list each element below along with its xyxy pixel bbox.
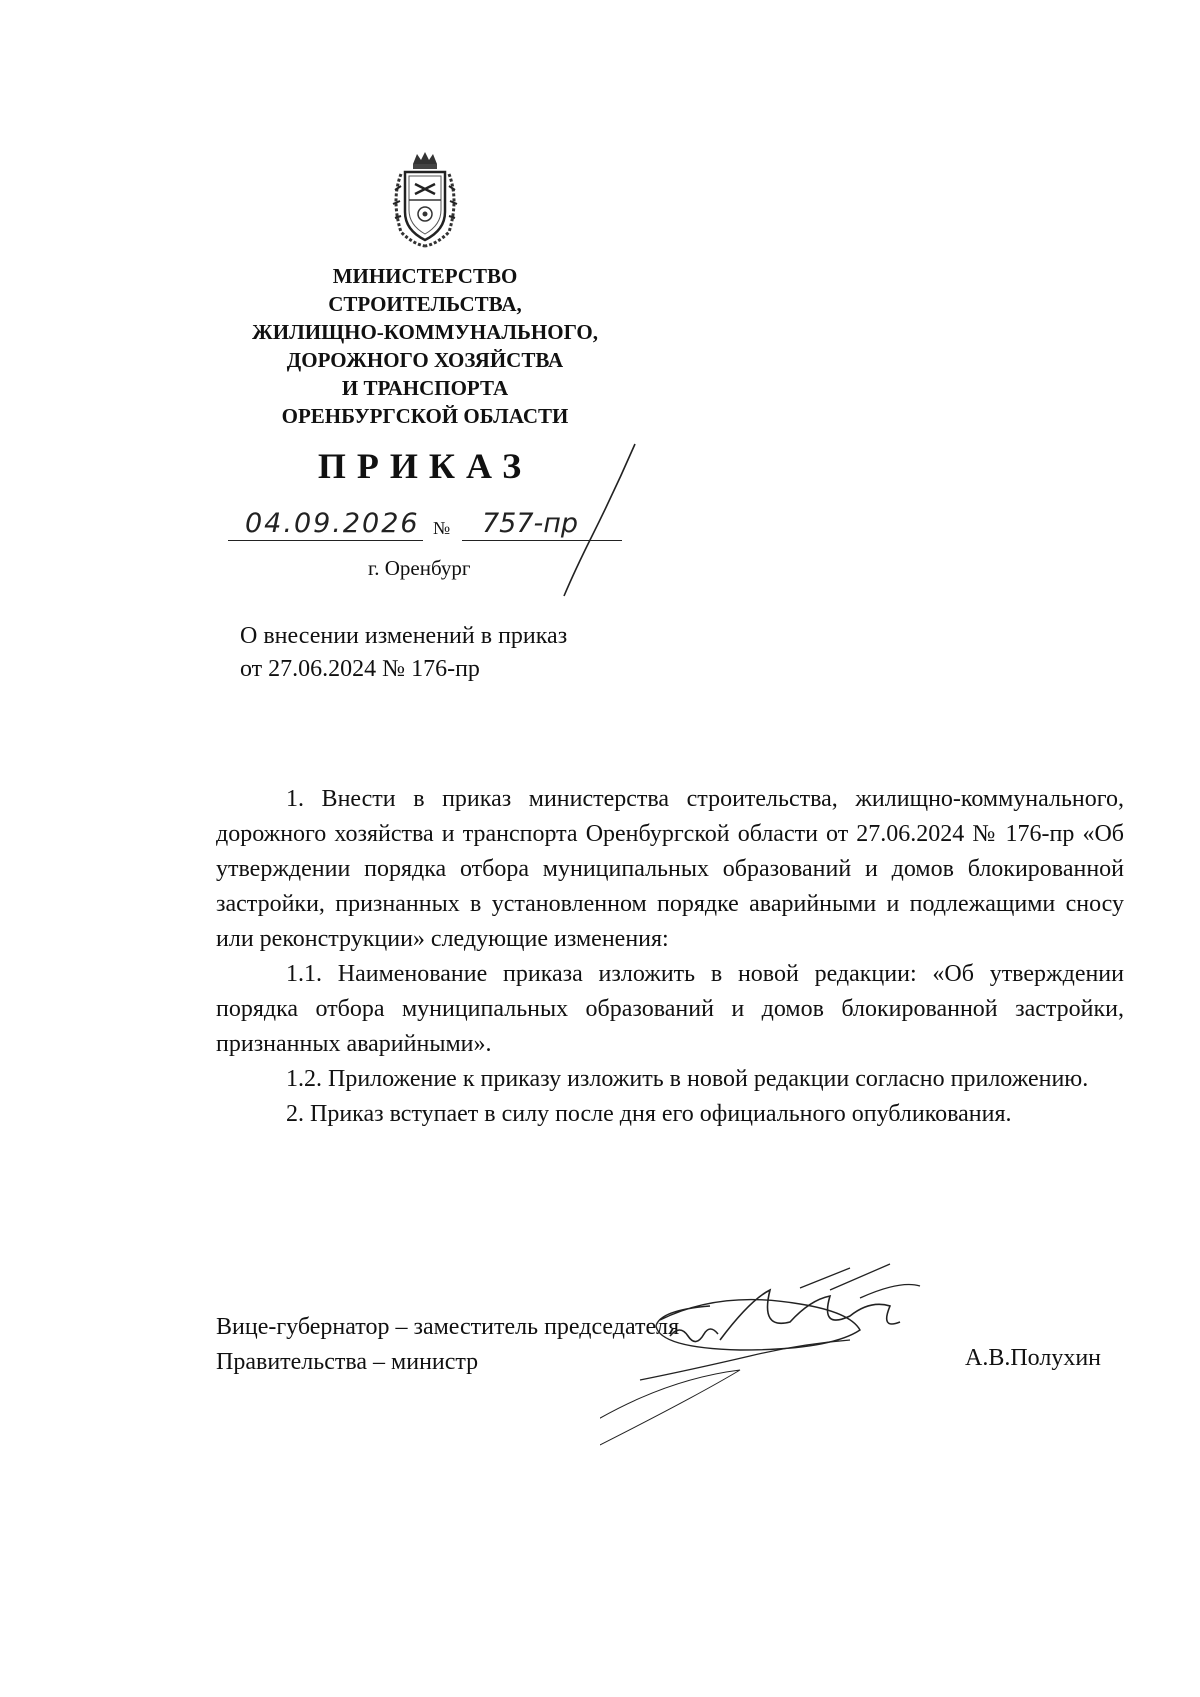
body-paragraph: 2. Приказ вступает в силу после дня его официального опубликования. <box>286 1101 1012 1127</box>
ministry-line: СТРОИТЕЛЬСТВА, <box>328 292 522 316</box>
handwritten-signature-icon <box>600 1260 960 1460</box>
number-underline <box>462 540 622 541</box>
order-body <box>216 782 1124 1132</box>
ministry-line: МИНИСТЕРСТВО <box>332 264 518 288</box>
subject-line: О внесении изменений в приказ <box>240 623 568 649</box>
subject-line: от 27.06.2024 № 176-пр <box>240 656 480 682</box>
ministry-line: ЖИЛИЩНО-КОММУНАЛЬНОГО, <box>251 320 599 344</box>
ministry-line: ОРЕНБУРГСКОЙ ОБЛАСТИ <box>281 404 569 428</box>
signatory-name: А.В.Полухин <box>965 1345 1102 1371</box>
ministry-line: ДОРОЖНОГО ХОЗЯЙСТВА <box>286 348 564 372</box>
coat-of-arms-icon <box>385 150 465 250</box>
position-line: Вице-губернатор – заместитель председателя <box>216 1314 680 1340</box>
number-sign: № <box>433 518 451 538</box>
position-line: Правительства – министр <box>216 1349 479 1375</box>
body-paragraph: 1.1. Наименование приказа изложить в новой редакции: «Об утверждении порядка отбора муниципальных образований и домов блокированной застройки, признанных аварийными». <box>216 961 1124 1057</box>
body-paragraph: 1. Внести в приказ министерства строительства, жилищно-коммунального, дорожного хозяйства и транспорта Оренбургской области от 27.06.2024 № 176-пр «Об утверждении порядка отбора муниципальных образований и домов блокированной застройки, признанных в установленном порядке аварийными и подлежащими сносу или реконструкции» следующие изменения: <box>216 786 1124 952</box>
order-subject <box>240 620 567 686</box>
order-number: 757-пр <box>482 508 579 539</box>
date-underline <box>228 540 423 541</box>
ministry-name <box>200 262 650 430</box>
order-title: ПРИКАЗ <box>317 446 533 486</box>
order-date: 04.09.2026 <box>245 508 420 539</box>
body-paragraph: 1.2. Приложение к приказу изложить в новой редакции согласно приложению. <box>286 1066 1089 1092</box>
ministry-line: И ТРАНСПОРТА <box>341 376 509 400</box>
city: г. Оренбург <box>368 556 471 580</box>
